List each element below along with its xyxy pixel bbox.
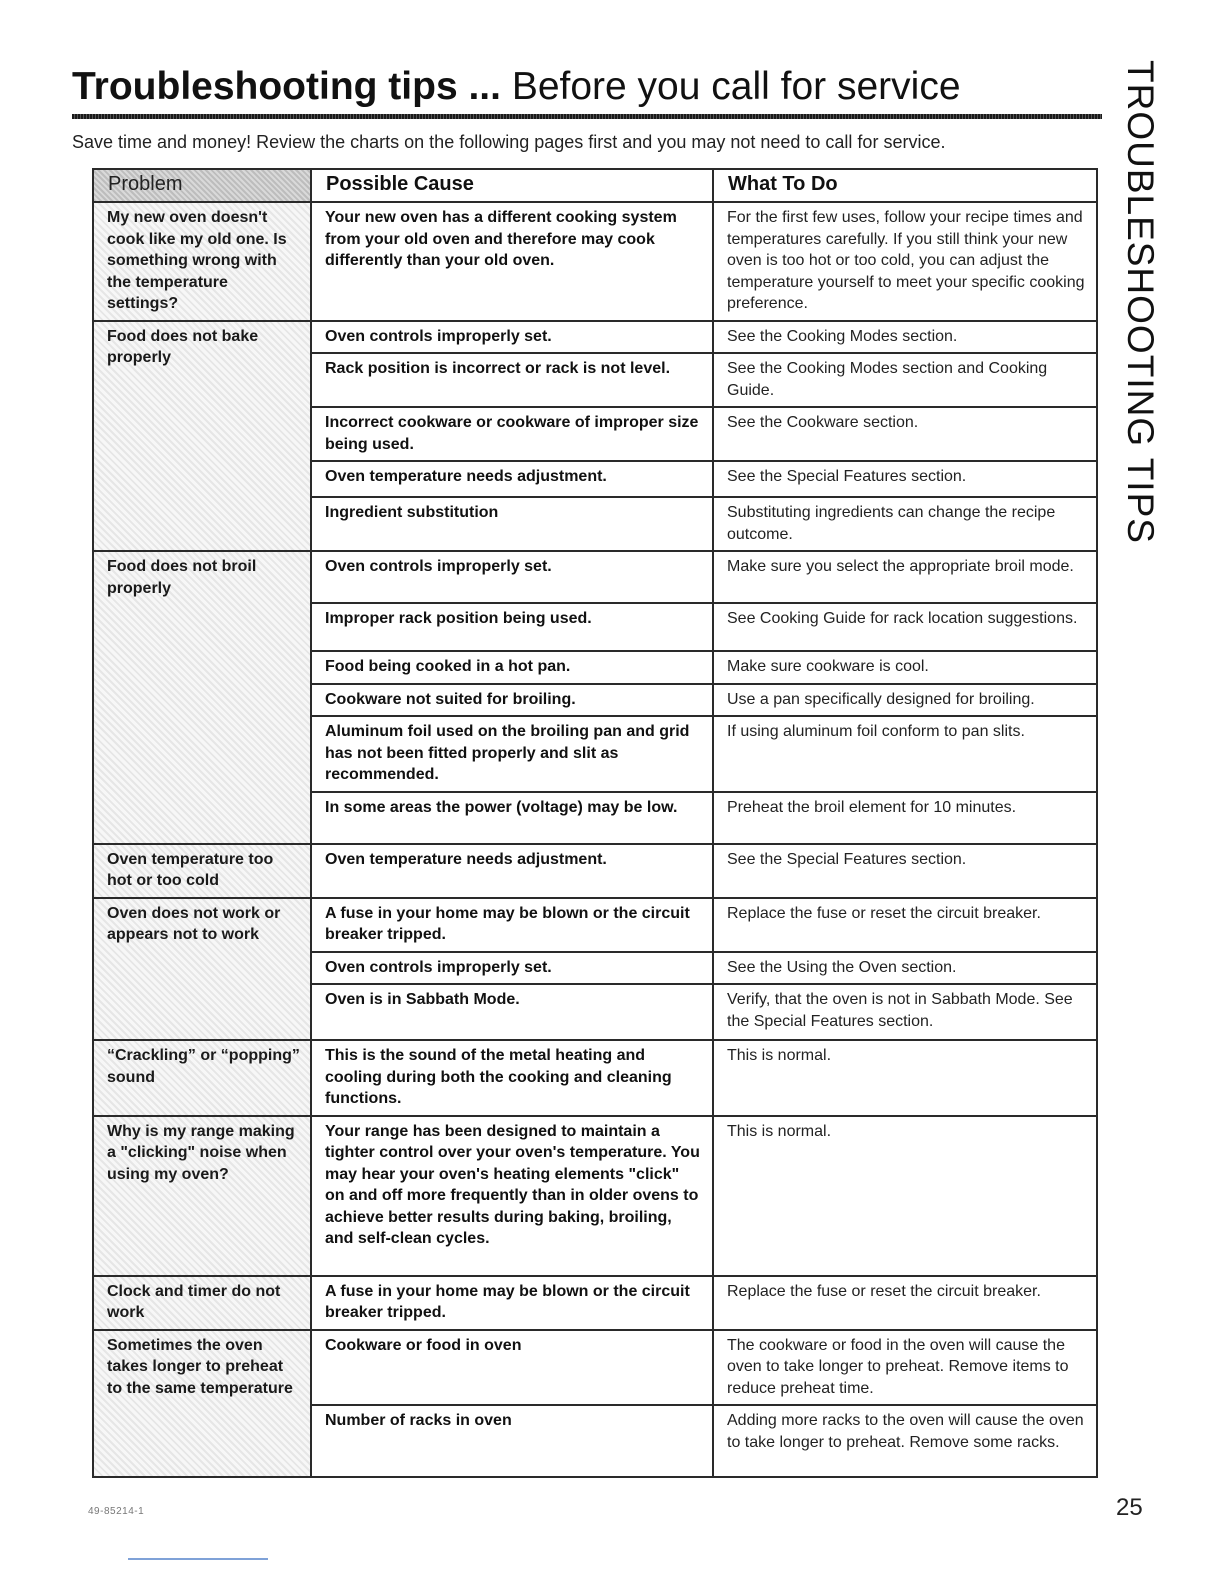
todo-cell: See the Cookware section. [713,407,1097,461]
side-tab [1110,60,1170,544]
intro-text: Save time and money! Review the charts on the following pages first and you may not need to call for service. [72,132,946,152]
cause-cell: Aluminum foil used on the broiling pan and grid has not been fitted properly and slit as recommended. [311,716,713,792]
table-row [93,844,1097,898]
table-row [93,1040,1097,1116]
table-row [93,551,1097,603]
cause-cell: Cookware or food in oven [311,1330,713,1406]
cause-cell: A fuse in your home may be blown or the circuit breaker tripped. [311,1276,713,1330]
table-row [93,202,1097,321]
todo-cell: Use a pan specifically designed for broiling. [713,684,1097,717]
todo-cell: Preheat the broil element for 10 minutes. [713,792,1097,844]
cause-cell: Cookware not suited for broiling. [311,684,713,717]
table-row [93,1276,1097,1330]
problem-cell: Food does not bake properly [93,321,311,552]
todo-cell: Verify, that the oven is not in Sabbath Mode. See the Special Features section. [713,984,1097,1040]
todo-cell: If using aluminum foil conform to pan slits. [713,716,1097,792]
cause-cell: Food being cooked in a hot pan. [311,651,713,684]
cause-cell: Your new oven has a different cooking system from your old oven and therefore may cook differently than your old oven. [311,202,713,321]
problem-cell: Oven temperature too hot or too cold [93,844,311,898]
cause-cell: Incorrect cookware or cookware of improper size being used. [311,407,713,461]
cause-cell: Oven temperature needs adjustment. [311,461,713,497]
page-title-bold: Troubleshooting tips ... [72,65,501,108]
problem-cell: Clock and timer do not work [93,1276,311,1330]
todo-cell: See the Cooking Modes section and Cooking Guide. [713,353,1097,407]
cause-cell: A fuse in your home may be blown or the circuit breaker tripped. [311,898,713,952]
table-header-row [93,169,1097,202]
side-tab-label: TROUBLESHOOTING TIPS [1120,60,1161,544]
problem-cell: “Crackling” or “popping” sound [93,1040,311,1116]
troubleshooting-table [92,168,1098,1478]
footer-link-underline [128,1558,268,1560]
todo-cell: Make sure cookware is cool. [713,651,1097,684]
todo-cell: See the Using the Oven section. [713,952,1097,985]
cause-cell: Ingredient substitution [311,497,713,551]
todo-cell: See the Special Features section. [713,844,1097,898]
cause-cell: Oven controls improperly set. [311,952,713,985]
todo-cell: Substituting ingredients can change the recipe outcome. [713,497,1097,551]
table-row [93,1330,1097,1406]
problem-cell: Oven does not work or appears not to work [93,898,311,1041]
table-row [93,321,1097,354]
document-code: 49-85214-1 [88,1506,145,1517]
header-problem: Problem [93,169,311,202]
cause-cell: Oven is in Sabbath Mode. [311,984,713,1040]
problem-cell: Sometimes the oven takes longer to preheat to the same temperature [93,1330,311,1478]
cause-cell: Oven controls improperly set. [311,551,713,603]
todo-cell: Make sure you select the appropriate broil mode. [713,551,1097,603]
table-row [93,1116,1097,1276]
todo-cell: See Cooking Guide for rack location suggestions. [713,603,1097,651]
cause-cell: In some areas the power (voltage) may be low. [311,792,713,844]
problem-cell: My new oven doesn't cook like my old one. Is something wrong with the temperature settings? [93,202,311,321]
page-number: 25 [1116,1494,1143,1521]
table-body [93,202,1097,1477]
todo-cell: Replace the fuse or reset the circuit breaker. [713,898,1097,952]
cause-cell: Oven controls improperly set. [311,321,713,354]
table-row [93,898,1097,952]
todo-cell: See the Special Features section. [713,461,1097,497]
problem-cell: Why is my range making a "clicking" noise when using my oven? [93,1116,311,1276]
problem-cell: Food does not broil properly [93,551,311,844]
todo-cell: The cookware or food in the oven will cause the oven to take longer to preheat. Remove items to reduce preheat time. [713,1330,1097,1406]
cause-cell: Oven temperature needs adjustment. [311,844,713,898]
page-title-light: Before you call for service [500,65,961,108]
title-rule [72,114,1102,119]
todo-cell: Adding more racks to the oven will cause the oven to take longer to preheat. Remove some racks. [713,1405,1097,1477]
todo-cell: For the first few uses, follow your recipe times and temperatures carefully. If you still think your new oven is too hot or too cold, you can adjust the temperature yourself to meet your specific cooking preference. [713,202,1097,321]
page-title [72,64,961,110]
cause-cell: This is the sound of the metal heating and cooling during both the cooking and cleaning functions. [311,1040,713,1116]
cause-cell: Rack position is incorrect or rack is not level. [311,353,713,407]
cause-cell: Number of racks in oven [311,1405,713,1477]
header-cause: Possible Cause [311,169,713,202]
todo-cell: See the Cooking Modes section. [713,321,1097,354]
cause-cell: Your range has been designed to maintain a tighter control over your oven's temperature. You may hear your oven's heating elements "click" on and off more frequently than in older ovens to achieve better results during baking, broiling, and self-clean cycles. [311,1116,713,1276]
cause-cell: Improper rack position being used. [311,603,713,651]
todo-cell: This is normal. [713,1116,1097,1276]
header-todo: What To Do [713,169,1097,202]
todo-cell: This is normal. [713,1040,1097,1116]
todo-cell: Replace the fuse or reset the circuit breaker. [713,1276,1097,1330]
